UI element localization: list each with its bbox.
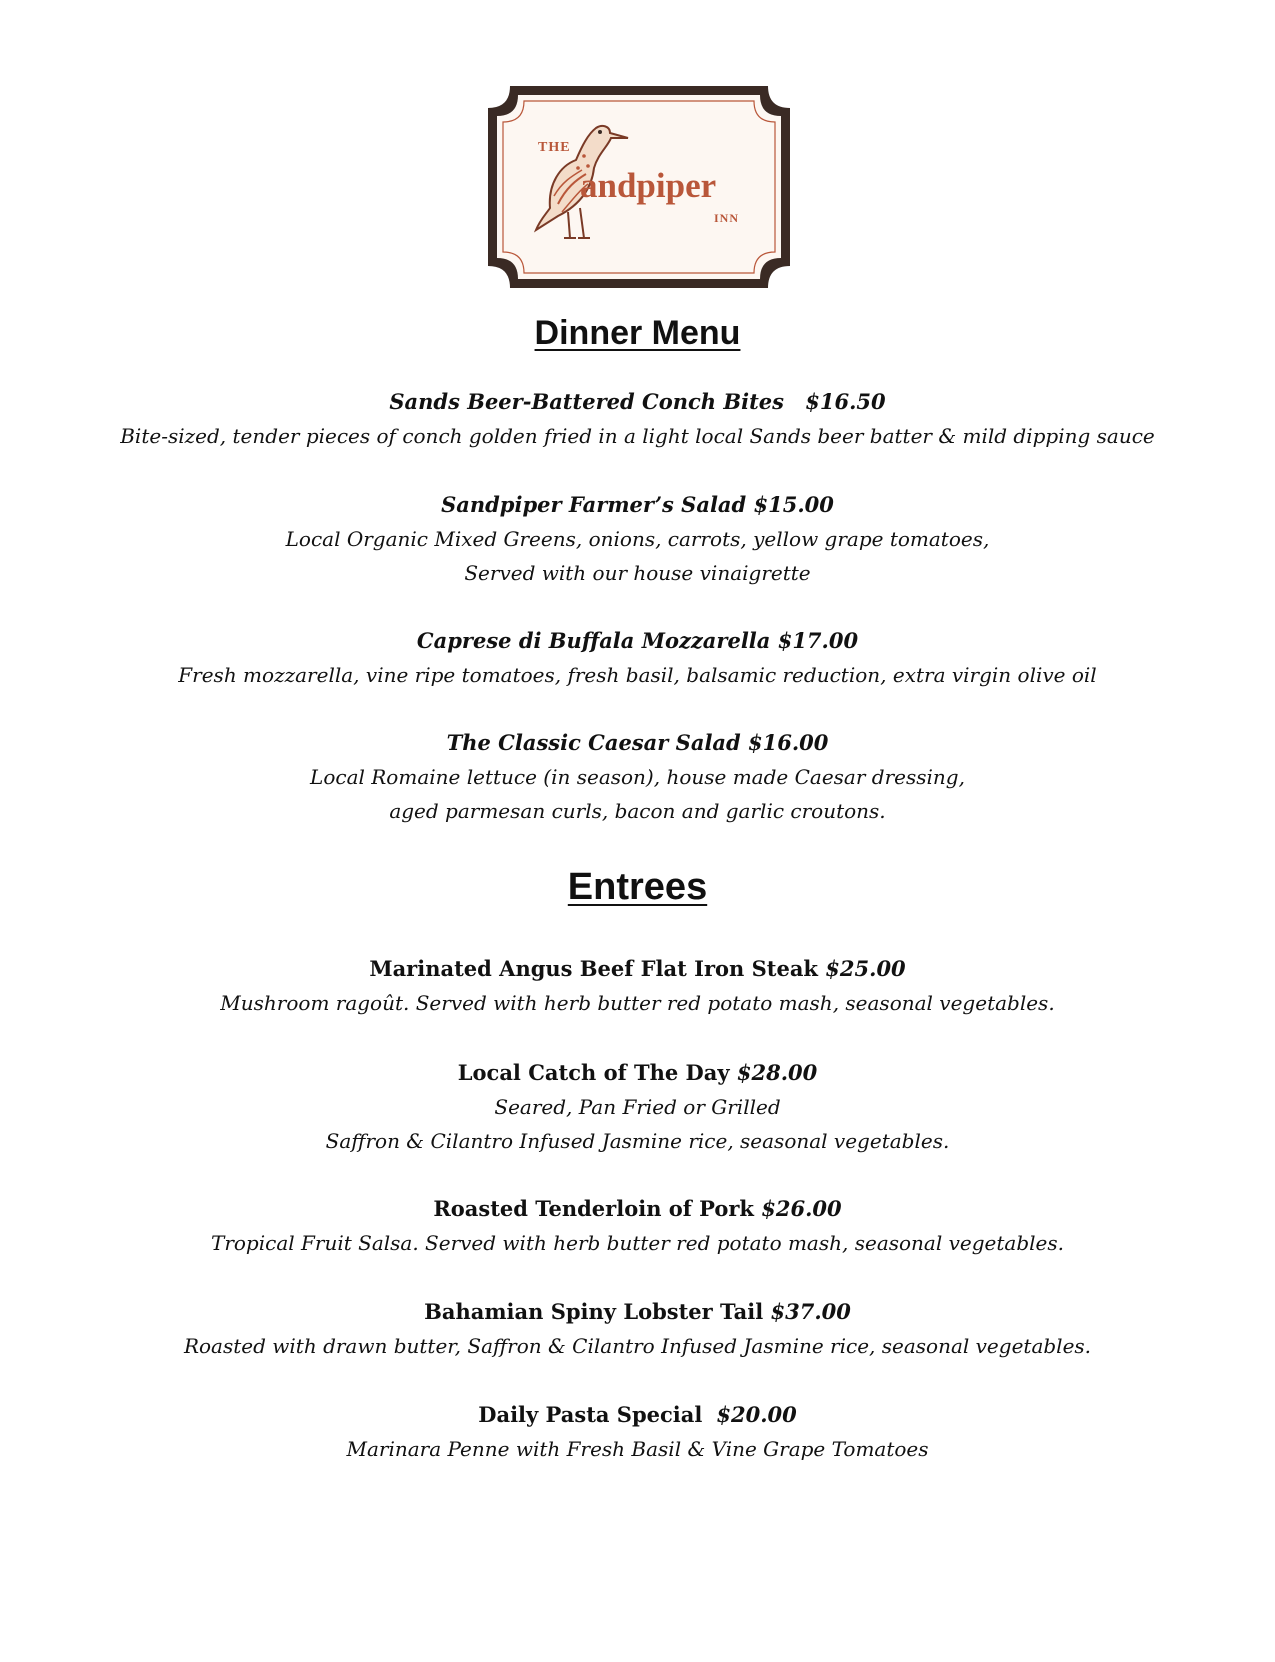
item-price: $17.00 bbox=[777, 628, 859, 653]
item-name: The Classic Caesar Salad bbox=[446, 730, 741, 755]
item-description: Fresh mozzarella, vine ripe tomatoes, fresh basil, balsamic reduction, extra virgin olive oil bbox=[178, 663, 1097, 687]
item-price: $20.00 bbox=[716, 1402, 797, 1427]
item-description: Local Romaine lettuce (in season), house made Caesar dressing, bbox=[310, 765, 965, 789]
item-price: $26.00 bbox=[761, 1196, 842, 1221]
menu-item bbox=[0, 1192, 1275, 1260]
item-name-line bbox=[0, 952, 1275, 986]
item-description: Served with our house vinaigrette bbox=[464, 561, 811, 585]
menu-item bbox=[0, 1398, 1275, 1466]
item-name-line bbox=[0, 1398, 1275, 1432]
menu-item bbox=[0, 624, 1275, 692]
item-description: Tropical Fruit Salsa. Served with herb butter red potato mash, seasonal vegetables. bbox=[210, 1231, 1064, 1255]
item-name-line bbox=[0, 1056, 1275, 1090]
item-name-line bbox=[0, 1192, 1275, 1226]
item-name-line bbox=[0, 624, 1275, 658]
item-name: Local Catch of The Day bbox=[457, 1060, 730, 1085]
item-description: Local Organic Mixed Greens, onions, carrots, yellow grape tomatoes, bbox=[285, 527, 990, 551]
item-name: Marinated Angus Beef Flat Iron Steak bbox=[369, 956, 818, 981]
item-description: Mushroom ragoût. Served with herb butter red potato mash, seasonal vegetables. bbox=[220, 991, 1055, 1015]
logo-name-text: andpiper bbox=[580, 166, 717, 205]
menu-item bbox=[0, 385, 1275, 453]
item-price: $37.00 bbox=[770, 1299, 851, 1324]
dinner-menu-title: Dinner Menu bbox=[534, 314, 741, 352]
item-name-line bbox=[0, 385, 1275, 419]
item-name-line bbox=[0, 1295, 1275, 1329]
item-price: $16.50 bbox=[805, 389, 886, 414]
menu-item bbox=[0, 1295, 1275, 1363]
item-price: $16.00 bbox=[748, 730, 829, 755]
menu-item bbox=[0, 488, 1275, 590]
menu-item bbox=[0, 952, 1275, 1020]
item-description: Saffron & Cilantro Infused Jasmine rice, seasonal vegetables. bbox=[325, 1129, 950, 1153]
item-description: Marinara Penne with Fresh Basil & Vine Grape Tomatoes bbox=[346, 1437, 929, 1461]
item-description: Roasted with drawn butter, Saffron & Cilantro Infused Jasmine rice, seasonal vegetables. bbox=[183, 1334, 1092, 1358]
logo-the-text: THE bbox=[538, 140, 571, 155]
item-name: Sands Beer-Battered Conch Bites bbox=[389, 389, 784, 414]
item-name: Daily Pasta Special bbox=[478, 1402, 703, 1427]
item-price: $25.00 bbox=[825, 956, 906, 981]
item-price: $28.00 bbox=[736, 1060, 818, 1085]
item-description: Seared, Pan Fried or Grilled bbox=[494, 1095, 781, 1119]
item-price: $15.00 bbox=[753, 492, 834, 517]
item-description: Bite-sized, tender pieces of conch golden fried in a light local Sands beer batter & mild dipping sauce bbox=[120, 424, 1155, 448]
item-name: Caprese di Buffala Mozzarella bbox=[416, 628, 771, 653]
logo-inn-text: INN bbox=[714, 211, 740, 225]
menu-item bbox=[0, 726, 1275, 828]
item-name: Bahamian Spiny Lobster Tail bbox=[424, 1299, 764, 1324]
item-name-line bbox=[0, 726, 1275, 760]
sandpiper-inn-logo bbox=[488, 86, 790, 288]
item-name-line bbox=[0, 488, 1275, 522]
item-description: aged parmesan curls, bacon and garlic croutons. bbox=[389, 799, 886, 823]
menu-item bbox=[0, 1056, 1275, 1158]
item-name: Roasted Tenderloin of Pork bbox=[433, 1196, 754, 1221]
entrees-title: Entrees bbox=[567, 866, 708, 908]
item-name: Sandpiper Farmer’s Salad bbox=[441, 492, 747, 517]
